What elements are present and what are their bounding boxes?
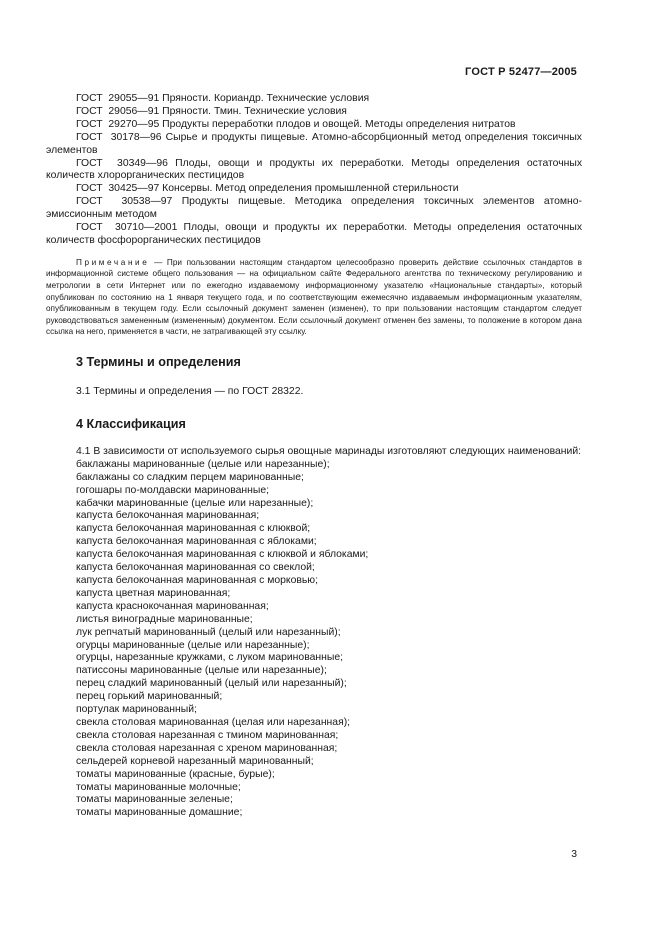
list-item: свекла столовая нарезанная с тмином маринованная; — [76, 729, 339, 741]
list-item: сельдерей корневой нарезанный маринованный; — [76, 755, 314, 767]
list-item: капуста белокочанная маринованная с морковью; — [76, 575, 318, 586]
reference-title: Продукты пищевые. Методика определения токсичных элементов атомно-эмиссионным методом — [46, 196, 582, 221]
reference-item — [46, 196, 582, 222]
list-item: капуста белокочанная маринованная с клюквой и яблоками; — [76, 549, 369, 561]
list-item: патиссоны маринованные (целые или нарезанные); — [76, 665, 327, 677]
section-3-1-paragraph: 3.1 Термины и определения — по ГОСТ 28322. — [76, 386, 304, 398]
list-item: листья виноградные маринованные; — [76, 613, 253, 625]
list-item: капуста белокочанная маринованная с клюквой; — [76, 523, 311, 535]
reference-item — [46, 158, 582, 184]
list-item: баклажаны со сладким перцем маринованные; — [76, 471, 304, 483]
reference-code: ГОСТ 30178—96 — [76, 131, 162, 143]
reference-code: ГОСТ 29270—95 — [76, 118, 160, 130]
note-paragraph — [46, 257, 582, 338]
reference-title: Плоды, овощи и продукты их переработки. Методы определения остаточных количеств хлорорганических пестицидов — [46, 157, 583, 182]
list-item: капуста краснокочанная маринованная; — [76, 600, 269, 612]
list-item: гогошары по-молдавски маринованные; — [76, 484, 270, 496]
reference-code: ГОСТ 30538—97 — [76, 196, 173, 208]
reference-code: ГОСТ 30349—96 — [76, 157, 168, 169]
note-text: — При пользовании настоящим стандартом целесообразно проверить действие ссылочных стандартов в информационной системе общего пользования — на официальном сайте Федерального агентства по техническому регулированию и метрологии в сети Интернет или по ежегодно издаваемому информационному указателю «Национальные стандарты», который опубликован по состоянию на 1 января текущего года, и по соответствующим ежемесячно издаваемым информационным указателям, опубликованным в текущем году. Если ссылочный документ заменен (изменен), то при пользовании настоящим стандартом следует руководствоваться замененным (измененным) документом. Если ссылочный документ отменен без замены, то положение в котором дана ссылка на него, применяется в части, не затрагивающей эту ссылку. — [46, 257, 582, 337]
reference-title: Пряности. Тмин. Технические условия — [162, 105, 347, 117]
reference-title: Продукты переработки плодов и овощей. Методы определения нитратов — [162, 118, 516, 130]
reference-item — [46, 93, 582, 106]
list-item: томаты маринованные зеленые; — [76, 794, 233, 806]
page-content — [46, 93, 582, 820]
list-item: свекла столовая маринованная (целая или нарезанная); — [76, 716, 351, 728]
reference-item — [46, 222, 582, 248]
reference-code: ГОСТ 30425—97 — [76, 183, 160, 195]
list-item: огурцы маринованные (целые или нарезанные); — [76, 639, 310, 651]
reference-item — [46, 106, 582, 119]
product-list — [46, 459, 582, 820]
list-item: огурцы, нарезанные кружками, с луком маринованные; — [76, 652, 343, 664]
list-item: капуста белокочанная маринованная со свеклой; — [76, 562, 315, 574]
reference-title: Консервы. Метод определения промышленной стерильности — [162, 183, 459, 195]
section-4-1-paragraph: 4.1 В зависимости от используемого сырья овощные маринады изготовляют следующих наименований: — [76, 445, 582, 457]
reference-item — [46, 183, 582, 196]
list-item: перец сладкий маринованный (целый или нарезанный); — [76, 678, 347, 690]
list-item: капуста белокочанная маринованная; — [76, 510, 260, 522]
list-item: капуста цветная маринованная; — [76, 587, 231, 599]
reference-code: ГОСТ 29056—91 — [76, 105, 160, 117]
list-item: томаты маринованные (красные, бурые); — [76, 768, 275, 780]
list-item: капуста белокочанная маринованная с яблоками; — [76, 536, 317, 548]
list-item: лук репчатый маринованный (целый или нарезанный); — [76, 626, 341, 638]
reference-item — [46, 119, 582, 132]
section-3-heading: 3 Термины и определения — [76, 355, 241, 370]
reference-title: Пряности. Кориандр. Технические условия — [162, 93, 370, 104]
list-item: кабачки маринованные (целые или нарезанные); — [76, 497, 314, 509]
list-item: портулак маринованный; — [76, 704, 197, 716]
reference-item — [46, 132, 582, 158]
reference-title: Сырье и продукты пищевые. Атомно-абсорбционный метод определения токсичных элементов — [46, 131, 582, 156]
reference-code: ГОСТ 29055—91 — [76, 93, 160, 104]
list-item: перец горький маринованный; — [76, 691, 223, 703]
list-item: томаты маринованные домашние; — [76, 807, 243, 819]
section-4-heading: 4 Классификация — [76, 416, 186, 431]
list-item: баклажаны маринованные (целые или нарезанные); — [76, 458, 330, 470]
note-label: Примечание — [76, 257, 150, 267]
reference-code: ГОСТ 30710—2001 — [76, 222, 178, 234]
list-item: свекла столовая нарезанная с хреном маринованная; — [76, 742, 338, 754]
list-item: томаты маринованные молочные; — [76, 781, 241, 793]
references-list — [46, 93, 582, 248]
reference-title: Плоды, овощи и продукты их переработки. Методы определения остаточных количеств фосфорорганических пестицидов — [46, 222, 583, 246]
standard-id-header: ГОСТ Р 52477—2005 — [465, 66, 577, 78]
page-number: 3 — [571, 849, 577, 860]
